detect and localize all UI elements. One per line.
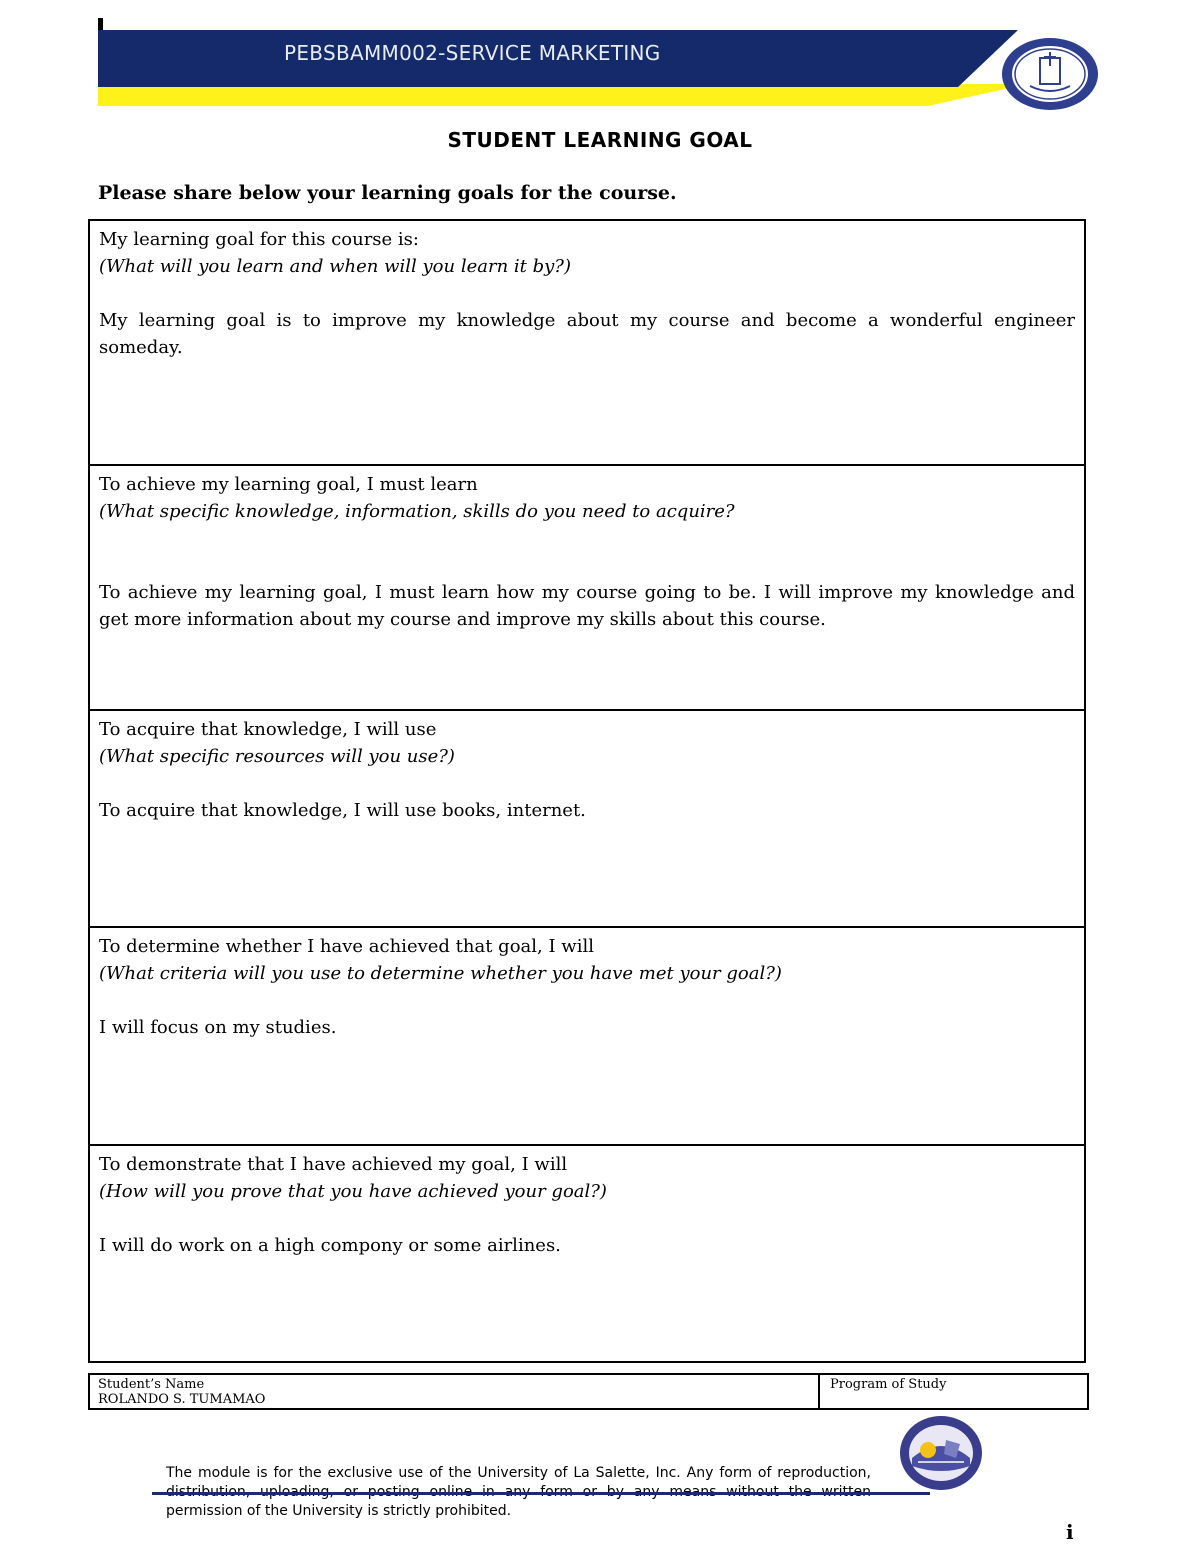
student-name-cell <box>90 1375 820 1408</box>
goal-section <box>90 928 1084 1146</box>
section-hint: (How will you prove that you have achieved your goal?) <box>99 1181 607 1202</box>
section-hint: (What specific knowledge, information, skills do you need to acquire? <box>99 501 735 522</box>
section-hint: (What specific resources will you use?) <box>99 746 455 767</box>
section-prompt: My learning goal for this course is: <box>99 229 419 250</box>
footer-notice: The module is for the exclusive use of the University of La Salette, Inc. Any form of reproduction, permission of the University is strictly prohibited. <box>166 1465 871 1519</box>
section-answer[interactable]: To acquire that knowledge, I will use books, internet. <box>99 800 586 821</box>
section-hint: (What criteria will you use to determine whether you have met your goal?) <box>99 963 782 984</box>
section-prompt: To demonstrate that I have achieved my goal, I will <box>99 1154 568 1175</box>
section-answer[interactable]: My learning goal is to improve my knowledge about my course and become a wonderful engineer someday. <box>99 310 1075 358</box>
section-hint: (What will you learn and when will you learn it by?) <box>99 256 571 277</box>
goal-section <box>90 221 1084 466</box>
student-name-value[interactable]: ROLANDO S. TUMAMAO <box>98 1392 266 1407</box>
goal-section <box>90 1146 1084 1361</box>
university-seal-icon <box>1000 36 1100 112</box>
learning-goal-table <box>88 219 1086 1363</box>
header-banner <box>98 28 1028 106</box>
student-name-label: Student’s Name <box>98 1377 205 1392</box>
page-number: i <box>1066 1520 1074 1544</box>
goal-section <box>90 466 1084 711</box>
section-prompt: To acquire that knowledge, I will use <box>99 719 437 740</box>
course-title: PEBSBAMM002-SERVICE MARKETING <box>284 41 661 65</box>
section-answer[interactable]: To achieve my learning goal, I must learn how my course going to be. I will improve my knowledge and get more information about my course and improve my skills about this course. <box>99 582 1075 630</box>
goal-section <box>90 711 1084 928</box>
instruction-text: Please share below your learning goals for the course. <box>98 182 677 204</box>
section-answer[interactable]: I will focus on my studies. <box>99 1017 337 1038</box>
salettinian-seal-icon <box>898 1414 984 1492</box>
section-answer[interactable]: I will do work on a high compony or some airlines. <box>99 1235 561 1256</box>
program-of-study-cell <box>820 1375 1087 1408</box>
footer-divider <box>152 1492 930 1495</box>
section-prompt: To determine whether I have achieved that goal, I will <box>99 936 594 957</box>
section-prompt: To achieve my learning goal, I must learn <box>99 474 478 495</box>
document-title: STUDENT LEARNING GOAL <box>447 128 753 152</box>
program-of-study-label: Program of Study <box>830 1377 947 1392</box>
student-info-table <box>88 1373 1089 1410</box>
